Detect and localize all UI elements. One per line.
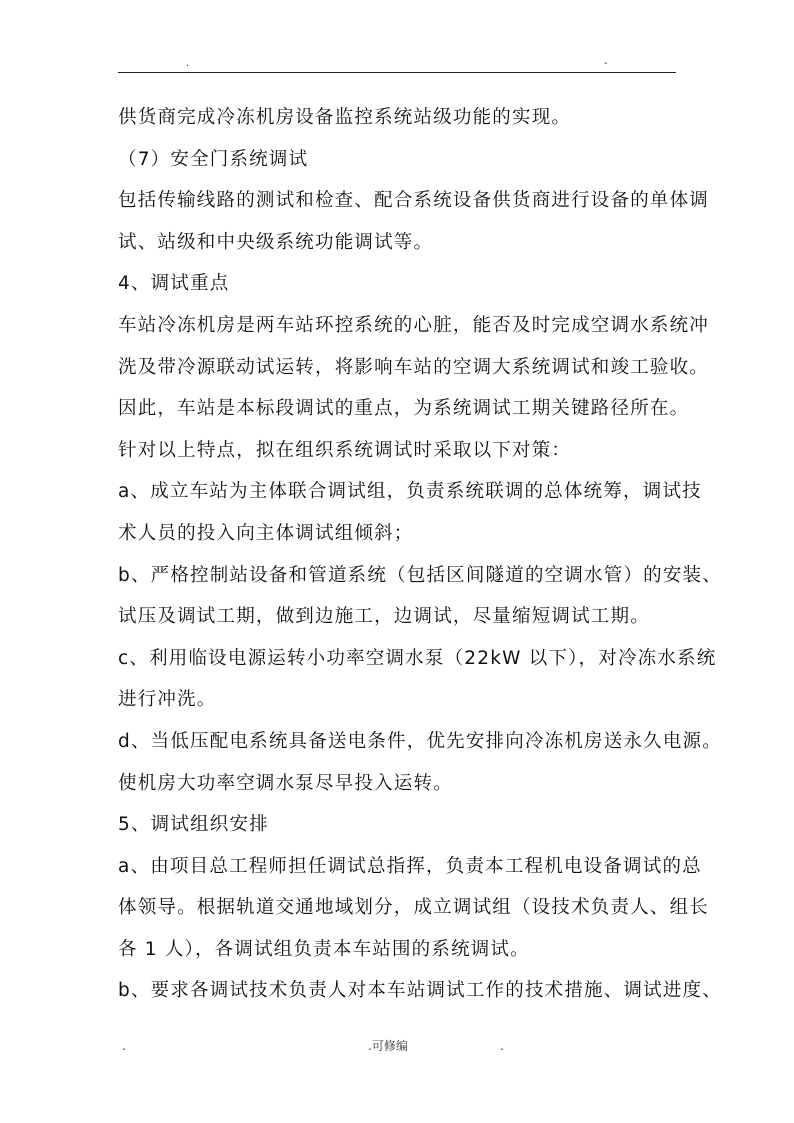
section-heading: 4、调试重点	[118, 273, 230, 295]
list-item-continued: 试压及调试工期，做到边施工，边调试，尽量缩短调试工期。	[118, 606, 650, 628]
list-item: b、严格控制站设备和管道系统（包括区间隧道的空调水管）的安装、	[118, 564, 722, 586]
body-line: 车站冷冻机房是两车站环控系统的心脏，能否及时完成空调水系统冲	[118, 314, 710, 336]
header-left-mark: .	[186, 58, 190, 69]
header-rule	[118, 72, 676, 73]
section-heading: （7）安全门系统调试	[118, 148, 309, 170]
list-item-continued: 各 1 人），各调试组负责本车站围的系统调试。	[118, 938, 530, 960]
list-item-continued: 进行冲洗。	[118, 689, 217, 711]
list-item: a、由项目总工程师担任调试总指挥，负责本工程机电设备调试的总	[118, 855, 702, 877]
section-heading: 5、调试组织安排	[118, 814, 269, 836]
list-item-continued: 体领导。根据轨道交通地域划分，成立调试组（设技术负责人、组长	[118, 897, 710, 919]
list-item: b、要求各调试技术负责人对本车站调试工作的技术措施、调试进度、	[118, 980, 722, 1002]
body-line: 针对以上特点，拟在组织系统调试时采取以下对策：	[118, 439, 572, 461]
list-item-continued: 术人员的投入向主体调试组倾斜；	[118, 522, 414, 544]
body-line: 包括传输线路的测试和检查、配合系统设备供货商进行设备的单体调	[118, 190, 710, 212]
body-line: 供货商完成冷冻机房设备监控系统站级功能的实现。	[118, 107, 572, 128]
list-item: d、当低压配电系统具备送电条件，优先安排向冷冻机房送永久电源。	[118, 730, 722, 752]
list-item-continued: 使机房大功率空调水泵尽早投入运转。	[118, 772, 453, 794]
header-right-mark: -	[604, 58, 608, 69]
body-line: 因此，车站是本标段调试的重点，为系统调试工期关键路径所在。	[118, 398, 690, 420]
body-line: 试、站级和中央级系统功能调试等。	[118, 231, 434, 253]
list-item: c、利用临设电源运转小功率空调水泵（22kW 以下），对冷冻水系统	[118, 647, 717, 669]
footer-right-mark: .	[500, 1039, 504, 1053]
body-line: 洗及带冷源联动试运转，将影响车站的空调大系统调试和竣工验收。	[118, 356, 710, 378]
list-item: a、成立车站为主体联合调试组，负责系统联调的总体统筹，调试技	[118, 481, 702, 503]
footer-left-mark: .	[122, 1039, 126, 1053]
document-body	[118, 97, 722, 1012]
footer-text: .可修编	[368, 1039, 408, 1053]
